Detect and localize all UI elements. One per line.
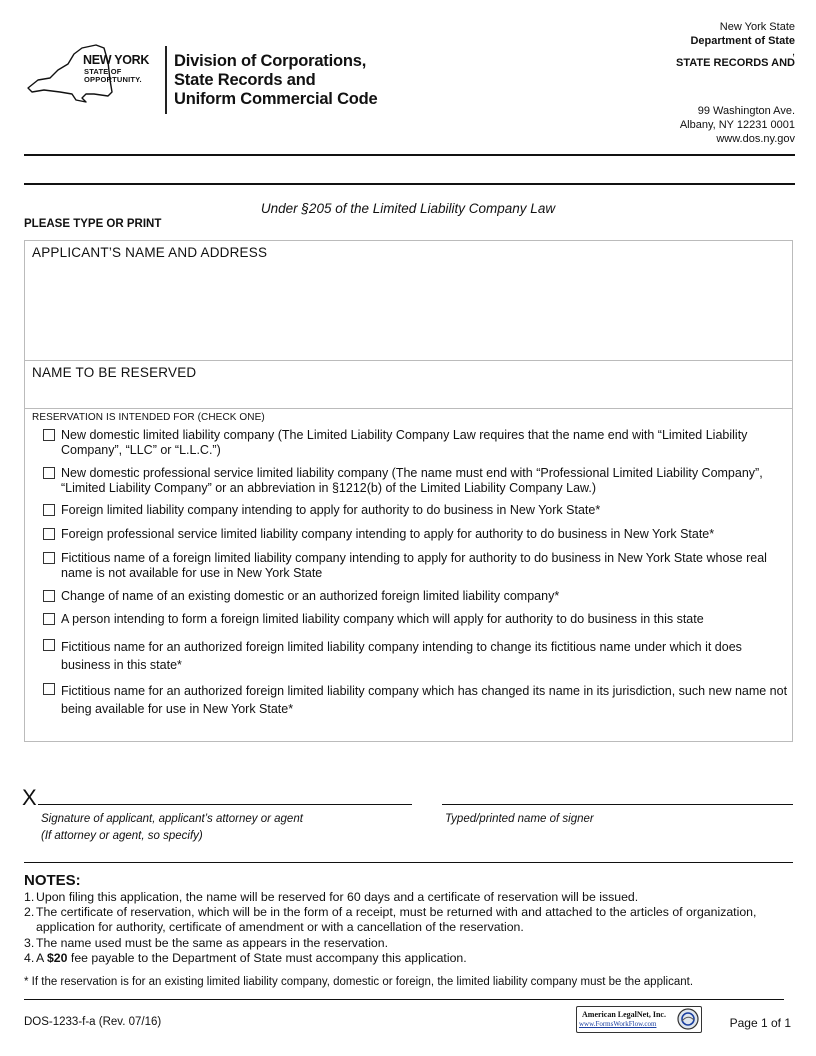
- division-title: Division of Corporations, State Records and Uniform Commercial Code: [174, 52, 378, 108]
- note-item: 3. The name used must be the same as appears in the reservation.: [24, 935, 389, 950]
- checkbox[interactable]: [43, 429, 55, 441]
- option-domestic-professional-llc[interactable]: New domestic professional service limited liability company (The name must end with “Professional Limited Liability Company”, “Limited Liability Company” or an abbreviation in §1212(b) of the Limited Liability Company Law.): [43, 466, 793, 496]
- signature-label: Signature of applicant, applicant’s attorney or agent (If attorney or agent, so specify): [41, 813, 303, 842]
- option-domestic-llc[interactable]: New domestic limited liability company (The Limited Liability Company Law requires that the name end with “Limited Liability Company”, “LLC” or “L.L.C.”): [43, 428, 793, 458]
- applicant-name-address-label: APPLICANT’S NAME AND ADDRESS: [32, 245, 268, 260]
- header-rule-top: [24, 154, 795, 156]
- law-reference: Under §205 of the Limited Liability Company Law: [260, 201, 556, 216]
- form-number: DOS-1233-f-a (Rev. 07/16): [24, 1016, 162, 1028]
- globe-icon: [677, 1008, 699, 1030]
- notes-title: NOTES:: [24, 872, 81, 889]
- option-person-forming-foreign[interactable]: A person intending to form a foreign limited liability company which will apply for authority to do business in this state: [43, 612, 793, 627]
- logo-title: NEW YORK: [83, 53, 150, 67]
- notes-list: [24, 890, 794, 966]
- badge-company-name: American LegalNet, Inc.: [582, 1010, 666, 1019]
- option-foreign-professional-llc[interactable]: Foreign professional service limited liability company intending to apply for authority to do business in New York State*: [43, 527, 793, 542]
- section-divider: [24, 408, 793, 409]
- note-item: 4. A $20 fee payable to the Department of State must accompany this application.: [24, 950, 467, 965]
- option-foreign-llc[interactable]: Foreign limited liability company intending to apply for authority to do business in New York State*: [43, 503, 793, 518]
- printed-name-label: Typed/printed name of signer: [445, 813, 594, 825]
- checkbox[interactable]: [43, 467, 55, 479]
- logo-divider: [165, 46, 167, 114]
- signature-x-mark: X: [22, 785, 37, 810]
- note-item: 2. The certificate of reservation, which will be in the form of a receipt, must be returned with and attached to the articles of organization, application for authority, certificate of amendment or with a cancellation of the reservation.: [24, 905, 757, 935]
- footnote: * If the reservation is for an existing limited liability company, domestic or foreign, the limited liability company must be the applicant.: [24, 976, 694, 988]
- option-change-of-name[interactable]: Change of name of an existing domestic or an authorized foreign limited liability company*: [43, 589, 793, 604]
- department-heading: New York State Department of State , STATE RECORDS AND: [676, 21, 795, 69]
- reservation-check-header: RESERVATION IS INTENDED FOR (CHECK ONE): [32, 412, 265, 423]
- please-print-label: PLEASE TYPE OR PRINT: [24, 218, 162, 230]
- badge-url-link[interactable]: www.FormsWorkFlow.com: [579, 1020, 657, 1028]
- checkbox[interactable]: [43, 590, 55, 602]
- notes-rule: [24, 862, 793, 863]
- option-fictitious-name-foreign[interactable]: Fictitious name of a foreign limited liability company intending to apply for authority to do business in New York State whose real name is not available for use in New York State: [43, 551, 793, 581]
- page-number: Page 1 of 1: [729, 1016, 791, 1030]
- note-item: 1. Upon filing this application, the name will be reserved for 60 days and a certificate of reservation will be issued.: [24, 890, 639, 904]
- checkbox[interactable]: [43, 639, 55, 651]
- signature-line[interactable]: [38, 804, 412, 805]
- checkbox[interactable]: [43, 613, 55, 625]
- printed-name-line[interactable]: [442, 804, 793, 805]
- option-fictitious-name-jurisdiction[interactable]: Fictitious name for an authorized foreign limited liability company which has changed its name in its jurisdiction, such new name not being available for use in New York State*: [43, 682, 793, 718]
- checkbox[interactable]: [43, 504, 55, 516]
- option-fictitious-name-change[interactable]: Fictitious name for an authorized foreign limited liability company intending to change its fictitious name under which it does business in this state*: [43, 638, 793, 674]
- header-rule-bottom: [24, 183, 795, 185]
- footer-rule: [24, 999, 784, 1000]
- checkbox[interactable]: [43, 552, 55, 564]
- checkbox[interactable]: [43, 683, 55, 695]
- department-address: 99 Washington Ave. Albany, NY 12231 0001 www.dos.ny.gov: [679, 105, 795, 145]
- checkbox[interactable]: [43, 528, 55, 540]
- section-divider: [24, 360, 793, 361]
- logo-subtitle: STATE OF OPPORTUNITY.: [84, 67, 142, 84]
- name-to-be-reserved-label: NAME TO BE RESERVED: [32, 365, 197, 380]
